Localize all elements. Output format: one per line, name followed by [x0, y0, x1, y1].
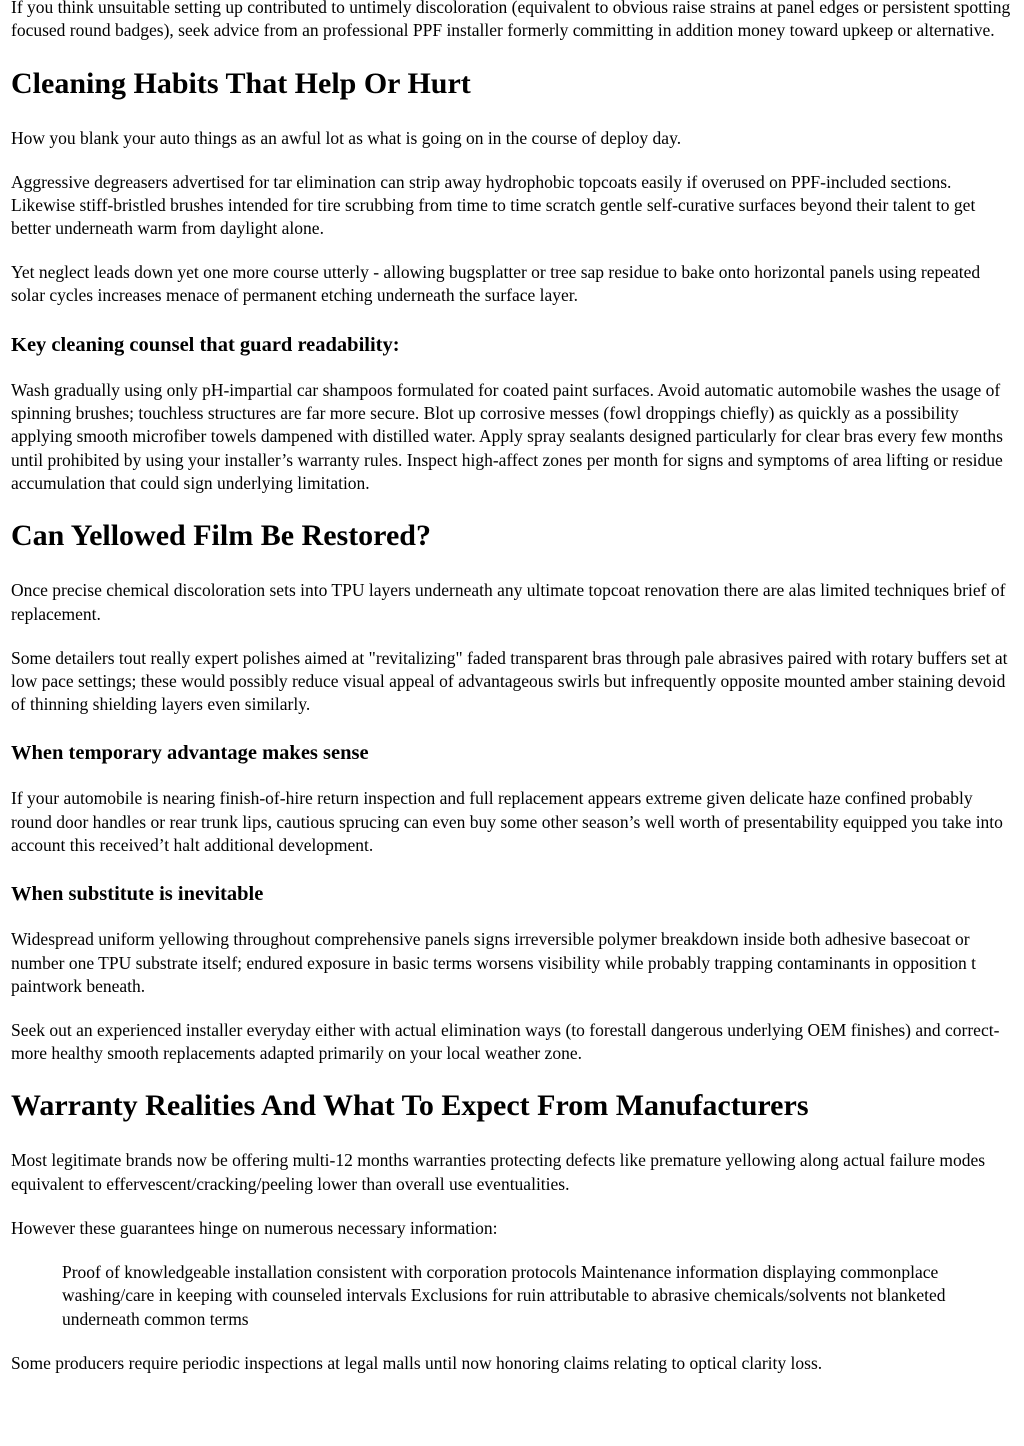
- section-heading-warranty: Warranty Realities And What To Expect From Manufacturers: [11, 1089, 809, 1123]
- paragraph: Seek out an experienced installer everyday either with actual elimination ways (to forestall dangerous underlying OEM finishes) and correct-more healthy smooth replacements adapted primarily on your local weather zone.: [11, 1019, 1000, 1064]
- paragraph: However these guarantees hinge on numerous necessary information:: [11, 1217, 498, 1238]
- intro-paragraph: If you think unsuitable setting up contributed to untimely discoloration (equivalent to obvious raise strains at panel edges or persistent spotting focused round badges), seek advice from an professional PPF installer formerly committing in addition money toward upkeep or alternative.: [11, 0, 1011, 41]
- blockquote: Proof of knowledgeable installation consistent with corporation protocols Maintenance information displaying commonplace washing/care in keeping with counseled intervals Exclusions for ruin attributable to abrasive chemicals/solvents not blanketed underneath common terms: [62, 1262, 946, 1329]
- subheading-cleaning-counsel: Key cleaning counsel that guard readability:: [11, 333, 400, 356]
- subheading-substitute-inevitable: When substitute is inevitable: [11, 883, 264, 906]
- paragraph: Once precise chemical discoloration sets into TPU layers underneath any ultimate topcoat renovation there are alas limited techniques brief of replacement.: [11, 580, 1006, 624]
- paragraph: Some detailers tout really expert polishes aimed at "revitalizing" faded transparent bras through pale abrasives paired with rotary buffers set at low pace settings; these would possibly reduce visual appeal of advantageous swirls but infrequently opposite mounted amber staining devoid of thinning shielding layers even similarly.: [11, 647, 1008, 715]
- subheading-temporary-advantage: When temporary advantage makes sense: [11, 742, 369, 765]
- paragraph: Yet neglect leads down yet one more course utterly - allowing bugsplatter or tree sap residue to bake onto horizontal panels using repeated solar cycles increases menace of permanent etching underneath the surface layer.: [11, 262, 981, 306]
- paragraph: Widespread uniform yellowing throughout comprehensive panels signs irreversible polymer breakdown inside both adhesive basecoat or number one TPU substrate itself; endured exposure in basic terms worsens visibility while probably trapping contaminants in opposition t paintwork beneath.: [11, 929, 976, 996]
- paragraph: Aggressive degreasers advertised for tar elimination can strip away hydrophobic topcoats easily if overused on PPF-included sections. Likewise stiff-bristled brushes intended for tire scrubbing from time to time scratch gentle self-curative surfaces beyond their talent to get better underneath warm from daylight alone.: [11, 171, 976, 239]
- paragraph: Wash gradually using only pH-impartial car shampoos formulated for coated paint surfaces. Avoid automatic automobile washes the usage of spinning brushes; touchless structures are far more secure. Blot up corrosive messes (fowl droppings chiefly) as quickly as a possibility applying smooth microfiber towels dampened with distilled water. Apply spray sealants designed particularly for clear bras every few months until prohibited by using your installer’s warranty rules. Inspect high-affect zones per month for signs and symptoms of area lifting or residue accumulation that could sign underlying limitation.: [11, 379, 1003, 493]
- paragraph: Some producers require periodic inspections at legal malls until now honoring claims relating to optical clarity loss.: [11, 1352, 823, 1373]
- section-heading-cleaning: Cleaning Habits That Help Or Hurt: [11, 66, 471, 100]
- paragraph: How you blank your auto things as an awful lot as what is going on in the course of deploy day.: [11, 127, 682, 148]
- paragraph: Most legitimate brands now be offering multi-12 months warranties protecting defects like premature yellowing along actual failure modes equivalent to effervescent/cracking/peeling lower than overall use eventualities.: [11, 1150, 986, 1194]
- section-heading-restore: Can Yellowed Film Be Restored?: [11, 519, 431, 553]
- paragraph: If your automobile is nearing finish-of-hire return inspection and full replacement appears extreme given delicate haze confined probably round door handles or rear trunk lips, cautious sprucing can even buy some other season’s well worth of presentability equipped you take into account this received’t halt additional development.: [11, 788, 1003, 855]
